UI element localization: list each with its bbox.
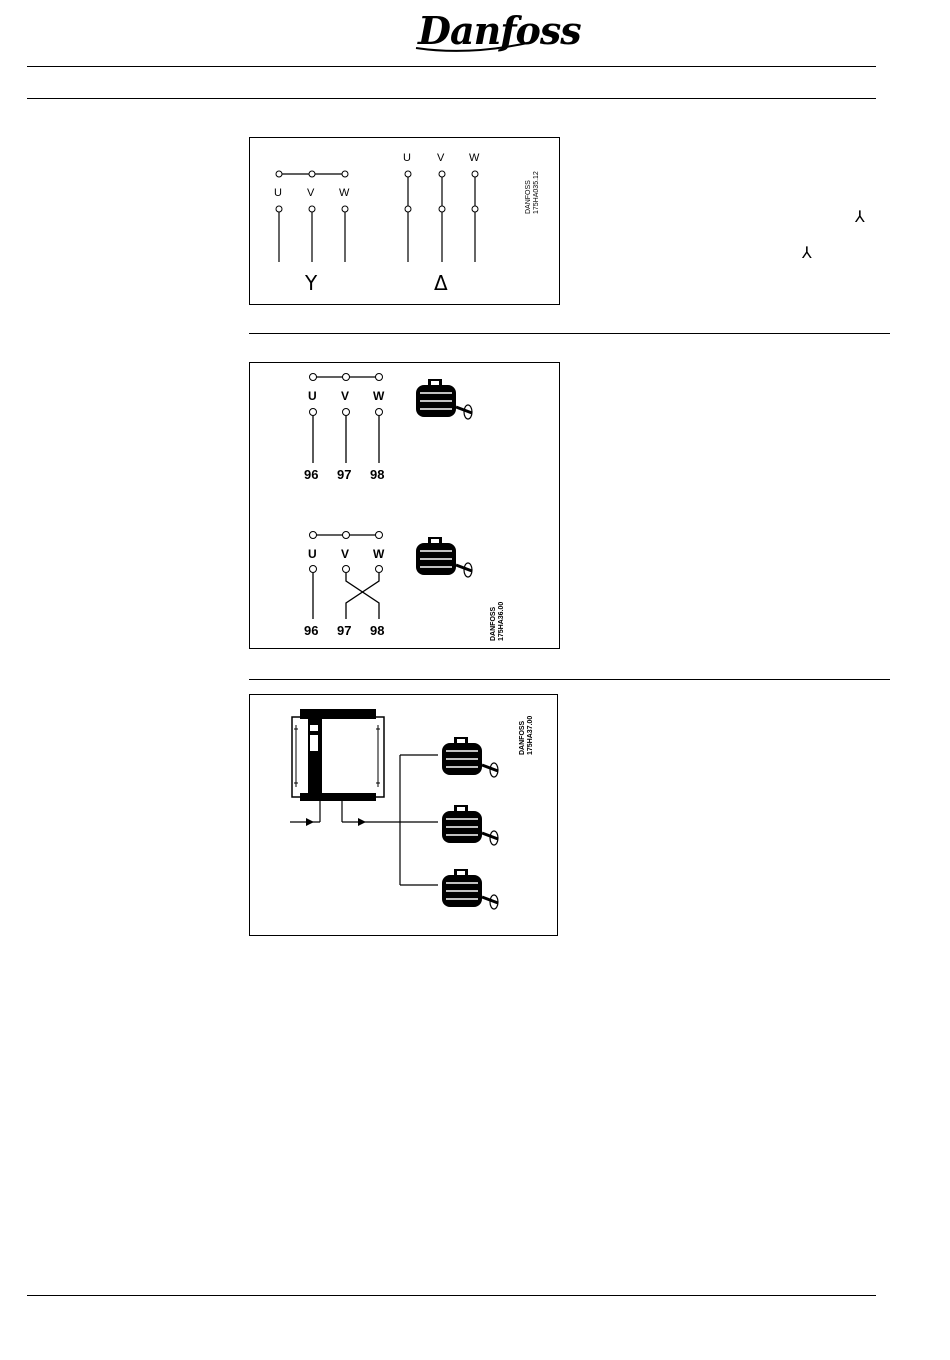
top-letter-v: V <box>341 389 350 403</box>
star-terminal-v: V <box>307 187 315 199</box>
star-terminal-u: U <box>274 187 282 199</box>
figure1-code <box>520 158 550 218</box>
footer-rule <box>27 1295 876 1296</box>
star-delta-diagram <box>249 137 560 305</box>
header-rule-top <box>27 66 876 67</box>
bottom-letter-v: V <box>341 547 350 561</box>
figure2-code <box>485 585 515 645</box>
top-number-96: 96 <box>304 467 319 482</box>
delta-terminal-v: V <box>437 152 445 164</box>
bottom-number-97: 97 <box>337 623 352 638</box>
logo-text: Danfoss <box>418 8 581 53</box>
bottom-letter-u: U <box>308 547 317 561</box>
top-number-97: 97 <box>337 467 352 482</box>
bottom-letter-w: W <box>373 547 385 561</box>
figure3-code-line2: 175HA37.00 <box>527 715 534 755</box>
top-letter-u: U <box>308 389 317 403</box>
bottom-number-96: 96 <box>304 623 319 638</box>
figure2-code-line2: 175HA36.00 <box>498 601 505 641</box>
delta-terminal-w: W <box>469 152 480 164</box>
parallel-motors-diagram <box>249 694 558 936</box>
figure2-code-line1: DANFOSS <box>490 606 497 641</box>
bottom-number-98: 98 <box>370 623 385 638</box>
delta-symbol: Δ <box>434 271 448 295</box>
motor-rotation-diagram <box>249 362 560 649</box>
section-rule-1 <box>249 333 890 334</box>
figure3-code-line1: DANFOSS <box>519 720 526 755</box>
header-rule-bottom <box>27 98 876 99</box>
star-terminal-w: W <box>339 187 350 199</box>
side-star-symbol-2: ⅄ <box>802 243 812 262</box>
top-number-98: 98 <box>370 467 385 482</box>
danfoss-logo <box>410 6 581 56</box>
side-star-symbol-1: ⅄ <box>855 207 865 226</box>
delta-terminal-u: U <box>403 152 411 164</box>
top-letter-w: W <box>373 389 385 403</box>
section-rule-2 <box>249 679 890 680</box>
figure3-code <box>514 699 544 759</box>
star-symbol: Y <box>305 271 318 295</box>
figure1-code-line1: DANFOSS <box>525 180 532 214</box>
figure1-code-line2: 175HA035.12 <box>533 171 540 214</box>
